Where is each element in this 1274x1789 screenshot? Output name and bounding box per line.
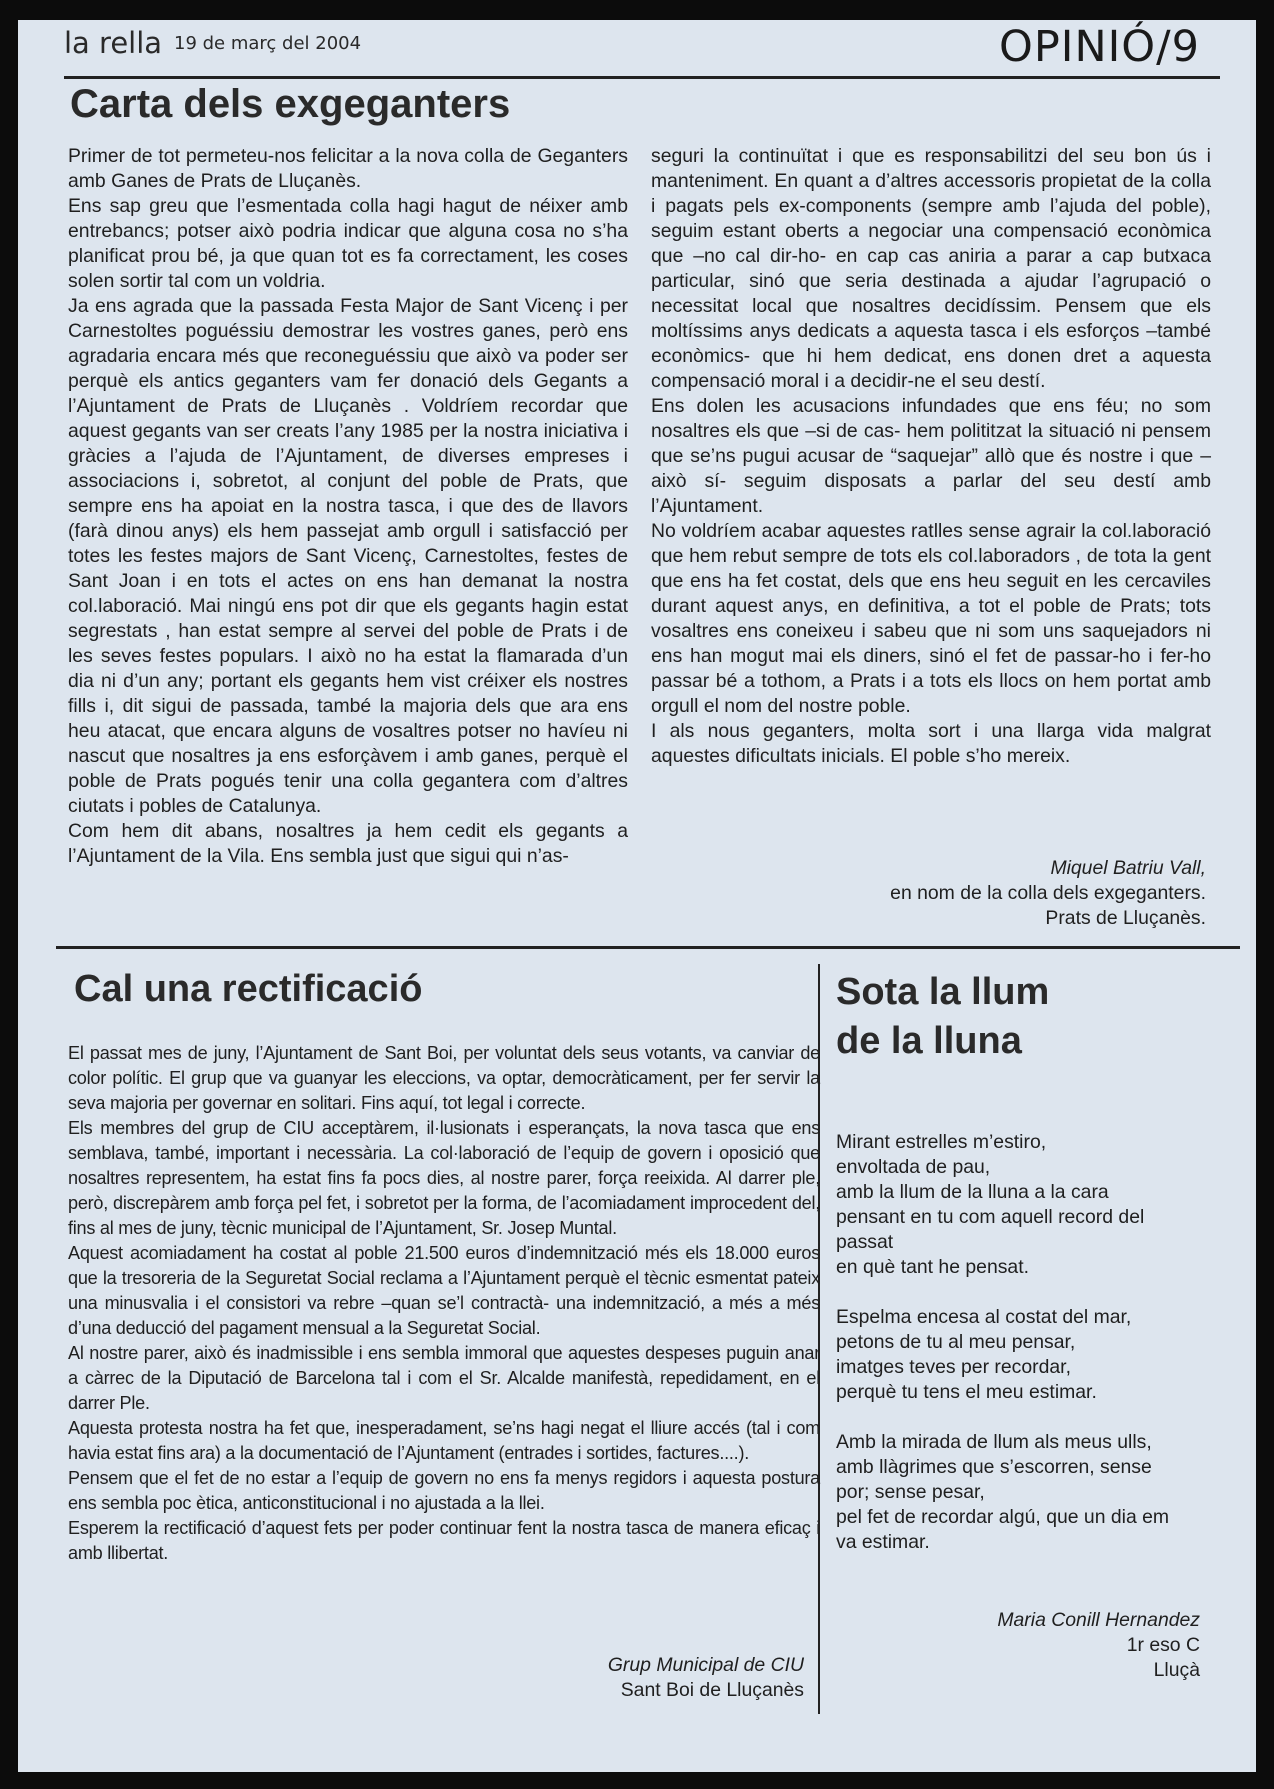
poem-line: Mirant estrelles m’estiro, <box>836 1131 1047 1153</box>
article-title: Carta dels exgeganters <box>70 82 511 126</box>
header-rule <box>64 76 1220 79</box>
paragraph: Els membres del grup de CIU acceptàrem, il·lusionats i esperançats, la nova tasca que ens semblava, també, important i necessària. La col·laboració de l’equip de govern i oposició que nosaltres representem, ha estat fins fa pocs dies, al nostre parer, força reeixida. Al darrer ple, però, discrepàrem amb força pel fet, i sobretot per la forma, de l’acomiadament improcedent del, fins al mes de juny, tècnic municipal de l’Ajuntament, Sr. Josep Muntal. <box>68 1118 820 1238</box>
article-column-right <box>651 144 1211 769</box>
article-title: Cal una rectificació <box>74 968 423 1010</box>
poem-line: en què tant he pensat. <box>836 1256 1029 1278</box>
paragraph: Aquest acomiadament ha costat al poble 21.500 euros d’indemnització més els 18.000 euros que la tresoreria de la Seguretat Social reclama a l’Ajuntament perquè el tècnic esmentat pateix una minusvalia i el consistori va rebre –quan se’l contractà- una indemnització, a més a més d’una deducció del pagament mensual a la Seguretat Social. <box>68 1243 820 1338</box>
poem-stanza <box>836 1130 1196 1280</box>
poem-line: passat <box>836 1231 894 1253</box>
poem-stanza <box>836 1305 1196 1405</box>
poem-stanza <box>836 1430 1196 1555</box>
poem-line: envoltada de pau, <box>836 1156 991 1178</box>
signature-line: Sant Boi de Lluçanès <box>620 1679 804 1701</box>
article-column-left <box>68 144 628 869</box>
poem-line: imatges teves per recordar, <box>836 1356 1071 1378</box>
poem-line: pensant en tu com aquell record del <box>836 1206 1145 1228</box>
paragraph: Ja ens agrada que la passada Festa Major de Sant Vicenç i per Carnestoltes poguéssiu demostrar les vostres ganes, però ens agradaria encara més que reconeguéssiu que això va poder ser perquè els antics geganters vam fer donació dels Gegants a l’Ajuntament de Prats de Lluçanès . Voldríem recordar que aquest gegants van ser creats l’any 1985 per la nostra iniciativa i gràcies a l’ajuda de l’Ajuntament, de diverses empreses i associacions i, sobretot, al conjunt del poble de Prats, que sempre ens ha apoiat en la nostra tasca, i que des de llavors (farà dinou anys) els hem passejat amb orgull i satisfacció per totes les festes majors de Sant Vicenç, Carnestoltes, festes de Sant Joan i en tots el actes on ens han demanat la nostra col.laboració. Mai ningú ens pot dir que els gegants hagin estat segrestats , han estat sempre al servei del poble de Prats i de les seves festes populars. I això no ha estat la flamarada d’un dia ni d’un any; portant els gegants hem vist créixer els nostres fills i, dit sigui de passada, també la majoria dels que ara ens heu atacat, que encara alguns de vosaltres potser no havíeu ni nascut que nosaltres ja ens esforçàvem i amb ganes, perquè el poble de Prats pogués tenir una colla gegantera com d’altres ciutats i pobles de Catalunya. <box>68 295 628 817</box>
signature-name: Maria Conill Hernandez <box>997 1609 1200 1631</box>
signature-line: Lluçà <box>1153 1659 1200 1681</box>
paragraph: Al nostre parer, això és inadmissible i ens sembla immoral que aquestes despeses puguin anar a càrrec de la Diputació de Barcelona tal i com el Sr. Alcalde manifestà, repedidament, en el darrer Ple. <box>68 1343 820 1413</box>
poem-body <box>836 1130 1196 1580</box>
paragraph: Ens sap greu que l’esmentada colla hagi hagut de néixer amb entrebancs; potser això podria indicar que alguna cosa no s’ha planificat prou bé, ja que quan tot es fa correctament, les coses solen sortir tal com un voldria. <box>68 195 628 292</box>
paragraph: I als nous geganters, molta sort i una llarga vida malgrat aquestes dificultats inicials. El poble s’ho mereix. <box>651 720 1211 767</box>
paragraph: Pensem que el fet de no estar a l’equip de govern no ens fa menys regidors i aquesta postura ens sembla poc ètica, anticonstitucional i no ajustada a la llei. <box>68 1468 820 1513</box>
poem-line: va estimar. <box>836 1531 930 1553</box>
poem-line: por; sense pesar, <box>836 1481 985 1503</box>
article-signature <box>890 856 1206 931</box>
paragraph: Esperem la rectificació d’aquest fets per poder continuar fent la nostra tasca de manera eficaç i amb llibertat. <box>68 1518 820 1563</box>
newspaper-name: la rella <box>64 26 163 60</box>
article-signature <box>608 1653 804 1703</box>
poem-signature <box>997 1608 1200 1683</box>
poem-line: Amb la mirada de llum als meus ulls, <box>836 1431 1152 1453</box>
signature-line: 1r eso C <box>1126 1634 1200 1656</box>
article-body <box>68 1041 820 1566</box>
paragraph: Primer de tot permeteu-nos felicitar a la nova colla de Geganters amb Ganes de Prats de Lluçanès. <box>68 145 628 192</box>
poem-line: amb llàgrimes que s’escorren, sense <box>836 1456 1152 1478</box>
paragraph: El passat mes de juny, l’Ajuntament de Sant Boi, per voluntat dels seus votants, va canviar de color polític. El grup que va guanyar les eleccions, va optar, democràticament, per fer servir la seva majoria per governar en solitari. Fins aquí, tot legal i correcte. <box>68 1043 820 1113</box>
signature-name: Grup Municipal de CIU <box>607 1654 804 1676</box>
poem-title-line: Sota la llum <box>836 971 1050 1013</box>
poem-line: perquè tu tens el meu estimar. <box>836 1381 1097 1403</box>
signature-line: Prats de Lluçanès. <box>1045 907 1206 929</box>
paragraph: Com hem dit abans, nosaltres ja hem cedit els gegants a l’Ajuntament de la Vila. Ens sembla just que sigui qui n’as- <box>68 820 628 867</box>
poem-line: pel fet de recordar algú, que un dia em <box>836 1506 1170 1528</box>
signature-line: en nom de la colla dels exgeganters. <box>890 882 1206 904</box>
poem-line: petons de tu al meu pensar, <box>836 1331 1076 1353</box>
poem-title-line: de la lluna <box>836 1020 1022 1062</box>
paragraph: seguri la continuïtat i que es responsabilitzi del seu bon ús i manteniment. En quant a d’altres accessoris propietat de la colla i pagats pels ex-components (sempre amb l’ajuda del poble), seguim estant oberts a negociar una compensació econòmica que –no cal dir-ho- en cap cas aniria a parar a cap butxaca particular, sinó que seria destinada a ajudar l’agrupació o necessitat local que nosaltres decidíssim. Pensem que els moltíssims anys dedicats a aquesta tasca i els esforços –també econòmics- que hi hem dedicat, ens donen dret a aquesta compensació moral i a decidir-ne el seu destí. <box>651 145 1211 392</box>
paragraph: Aquesta protesta nostra ha fet que, inesperadament, se’ns hagi negat el lliure accés (tal i com havia estat fins ara) a la documentació de l’Ajuntament (entrades i sortides, factures....). <box>68 1418 820 1463</box>
newspaper-page <box>18 20 1256 1772</box>
paragraph: Ens dolen les acusacions infundades que ens féu; no som nosaltres els que –si de cas- hem polititzat la situació ni pensem que se’ns pugui acusar de “saquejar” allò que és nostre i que –això sí- seguim disposats a parlar del seu destí amb l’Ajuntament. <box>651 395 1211 517</box>
section-page-label: OPINIÓ/9 <box>999 22 1200 72</box>
paragraph: No voldríem acabar aquestes ratlles sense agrair la col.laboració que hem rebut sempre de tots els col.laboradors , de tota la gent que ens ha fet costat, dels que ens heu seguit en les cercaviles durant aquest anys, en definitiva, a tot el poble de Prats; tots vosaltres ens coneixeu i sabeu que ni som uns saquejadors ni ens han mogut mai els diners, sinó el fet de passar-ho i fer-ho passar bé a tothom, a Prats i a tots els llocs on hem portat amb orgull el nom del nostre poble. <box>651 520 1211 717</box>
issue-date: 19 de març del 2004 <box>174 33 362 54</box>
poem-line: Espelma encesa al costat del mar, <box>836 1306 1132 1328</box>
poem-line: amb la llum de la lluna a la cara <box>836 1181 1109 1203</box>
section-divider <box>56 946 1240 949</box>
signature-name: Miquel Batriu Vall, <box>1050 857 1206 879</box>
poem-title <box>836 968 1049 1066</box>
